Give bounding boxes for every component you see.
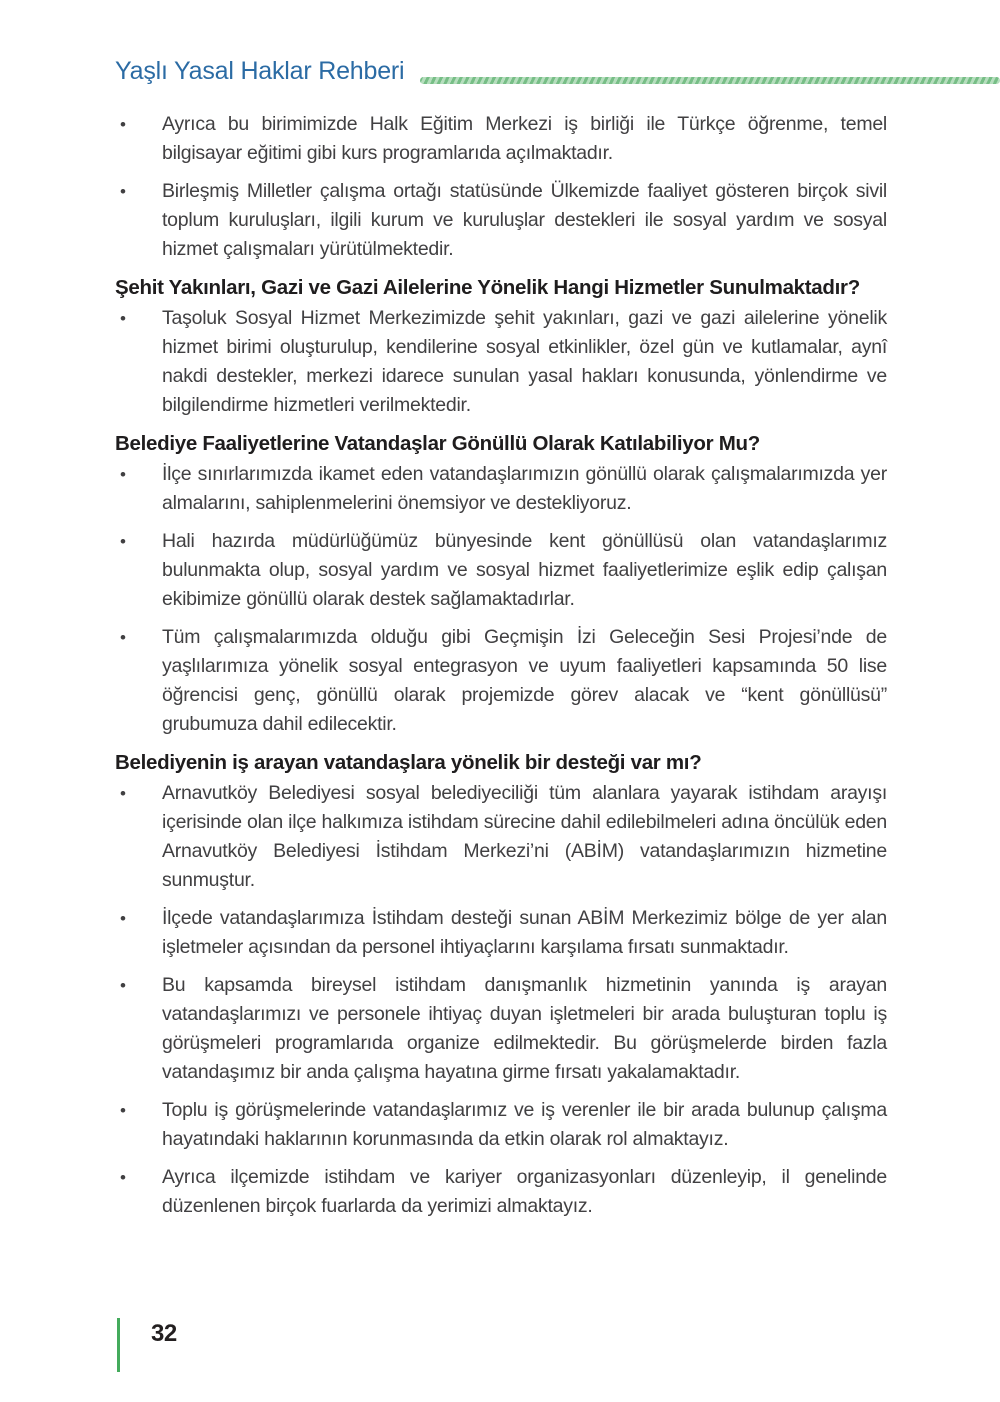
page-number-rule xyxy=(117,1318,120,1372)
list-item xyxy=(115,971,887,1087)
paragraph: İlçede vatandaşlarımıza İstihdam desteği sunan ABİM Merkezimiz bölge de yer alan işletmeler açısından da personel ihtiyaçlarını karşılama fırsatı sunmaktadır. xyxy=(162,907,887,958)
bullet-marker: • xyxy=(120,1101,126,1120)
document-body xyxy=(115,110,887,1230)
section-heading: Belediyenin iş arayan vatandaşlara yönelik bir desteği var mı? xyxy=(115,751,702,774)
list-item xyxy=(115,110,887,168)
section-heading: Belediye Faaliyetlerine Vatandaşlar Gönüllü Olarak Katılabiliyor Mu? xyxy=(115,432,760,455)
list-item xyxy=(115,460,887,518)
bullet-marker: • xyxy=(120,1168,126,1187)
list-item xyxy=(115,304,887,420)
list-item xyxy=(115,779,887,895)
bullet-marker: • xyxy=(120,784,126,803)
paragraph: Tüm çalışmalarımızda olduğu gibi Geçmişin İzi Geleceğin Sesi Projesi’nde de yaşlılarımıza yönelik sosyal entegrasyon ve uyum faaliyetleri kapsamında 50 lise öğrencisi genç, gönüllü olarak projemizde görev alacak ve “kent gönüllüsü” grubumuza dahil edilecektir. xyxy=(162,626,887,735)
bullet-marker: • xyxy=(120,115,126,134)
bullet-marker: • xyxy=(120,465,126,484)
page-title: Yaşlı Yasal Haklar Rehberi xyxy=(115,57,405,85)
paragraph: Taşoluk Sosyal Hizmet Merkezimizde şehit yakınları, gazi ve gazi ailelerine yönelik hizmet birimi oluşturulup, kendilerine sosyal etkinlikler, özel gün ve kutlamalar, aynî nakdi destekler, merkezi idarece sunulan yasal hakları konusunda, yönlendirme ve bilgilendirme hizmetleri verilmektedir. xyxy=(162,307,887,416)
bullet-marker: • xyxy=(120,628,126,647)
bullet-marker: • xyxy=(120,182,126,201)
section-heading: Şehit Yakınları, Gazi ve Gazi Ailelerine Yönelik Hangi Hizmetler Sunulmaktadır? xyxy=(115,276,860,299)
list-item xyxy=(115,1163,887,1221)
paragraph: Arnavutköy Belediyesi sosyal belediyeciliği tüm alanlara yayarak istihdam arayışı içerisinde olan ilçe halkımıza istihdam sürecine dahil edilebilmeleri adına öncülük eden Arnavutköy Belediyesi İstihdam Merkezi’ni (ABİM) vatandaşlarımızın hizmetine sunmuştur. xyxy=(162,782,887,891)
page-number: 32 xyxy=(151,1320,177,1347)
paragraph: İlçe sınırlarımızda ikamet eden vatandaşlarımızın gönüllü olarak çalışmalarımızda yer almalarını, sahiplenmelerini önemsiyor ve destekliyoruz. xyxy=(162,463,887,514)
list-item xyxy=(115,623,887,739)
list-item xyxy=(115,904,887,962)
list-item xyxy=(115,1096,887,1154)
list-item xyxy=(115,177,887,264)
paragraph: Hali hazırda müdürlüğümüz bünyesinde kent gönüllüsü olan vatandaşlarımız bulunmakta olup, sosyal yardım ve sosyal hizmet faaliyetlerimize eşlik edip çalışan ekibimize gönüllü olarak destek sağlamaktadırlar. xyxy=(162,530,887,610)
bullet-marker: • xyxy=(120,909,126,928)
bullet-marker: • xyxy=(120,976,126,995)
paragraph: Birleşmiş Milletler çalışma ortağı statüsünde Ülkemizde faaliyet gösteren birçok sivil toplum kuruluşları, ilgili kurum ve kuruluşlar destekleri ile sosyal yardım ve sosyal hizmet çalışmaları yürütülmektedir. xyxy=(162,180,887,260)
list-item xyxy=(115,527,887,614)
paragraph: Ayrıca bu birimimizde Halk Eğitim Merkezi iş birliği ile Türkçe öğrenme, temel bilgisayar eğitimi gibi kurs programlarıda açılmaktadır. xyxy=(162,113,887,164)
paragraph: Ayrıca ilçemizde istihdam ve kariyer organizasyonları düzenleyip, il genelinde düzenlenen birçok fuarlarda da yerimizi almaktayız. xyxy=(162,1166,887,1217)
paragraph: Toplu iş görüşmelerinde vatandaşlarımız ve iş verenler ile bir arada bulunup çalışma hayatındaki haklarının korunmasında da etkin olarak rol almaktayız. xyxy=(162,1099,887,1150)
bullet-marker: • xyxy=(120,532,126,551)
bullet-marker: • xyxy=(120,309,126,328)
decorative-wavy-line xyxy=(420,77,1000,84)
paragraph: Bu kapsamda bireysel istihdam danışmanlık hizmetinin yanında iş arayan vatandaşlarımızı ve personele ihtiyaç duyan işletmeleri bir arada buluşturan toplu iş görüşmeleri programlarıda organize edilmektedir. Bu görüşmelerde birden fazla vatandaşımız bir anda çalışma hayatına girme fırsatı yakalamaktadır. xyxy=(162,974,887,1083)
